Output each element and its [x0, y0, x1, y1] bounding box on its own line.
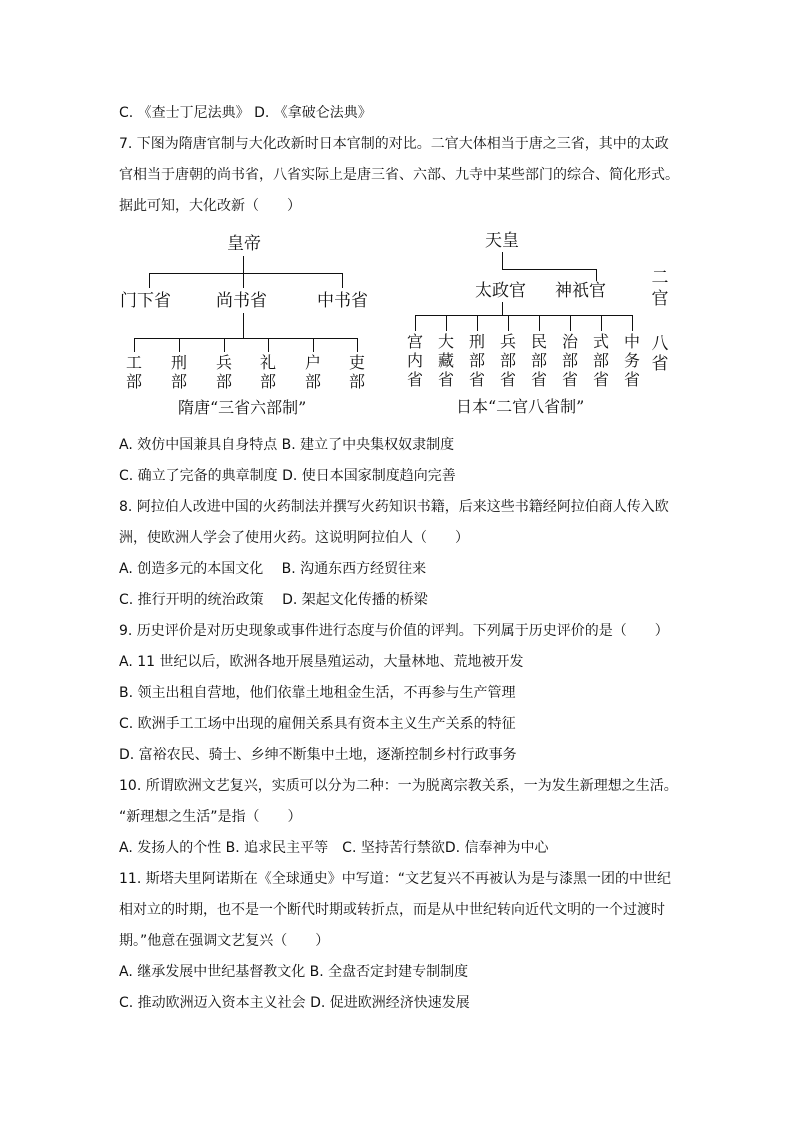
- question-11-stem-line2: 相对立的时期，也不是一个断代时期或转折点，而是从中世纪转向近代文明的一个过渡时: [119, 902, 665, 918]
- option-q9-a: A. 11 世纪以后，欧洲各地开展垦殖运动，大量林地、荒地被开发: [119, 654, 524, 670]
- option-q9-c: C. 欧洲手工工场中出现的雇佣关系具有资本主义生产关系的特征: [119, 716, 516, 732]
- options-q7-ab: A. 效仿中国兼具自身特点 B. 建立了中央集权奴隶制度: [119, 437, 455, 453]
- connector-line: [224, 338, 225, 352]
- connector-line: [342, 273, 343, 288]
- options-q7-cd: C. 确立了完备的典章制度 D. 使日本国家制度趋向完善: [119, 468, 456, 484]
- bu-gong: 工部: [125, 353, 142, 391]
- connector-line: [134, 338, 135, 352]
- connector-line: [415, 315, 416, 331]
- bu-li-personnel: 吏部: [348, 353, 365, 391]
- connector-line: [502, 302, 503, 315]
- sheng-menxia: 门下省: [120, 291, 171, 311]
- sheng-shangshu: 尚书省: [216, 291, 267, 311]
- connector-line: [179, 338, 180, 352]
- sheng-okura: 大藏省: [437, 332, 454, 389]
- question-8-stem-line1: 8. 阿拉伯人改进中国的火药制法并撰写火药知识书籍，后来这些书籍经阿拉伯商人传入欧: [119, 499, 669, 515]
- connector-line: [601, 315, 602, 331]
- connector-line: [134, 338, 358, 339]
- connector-line: [570, 315, 571, 331]
- question-10-stem-line2: “新理想之生活”是指（ ）: [119, 809, 302, 825]
- diagram-emperor: 皇帝: [227, 234, 261, 254]
- connector-line: [313, 338, 314, 352]
- question-9-stem: 9. 历史评价是对历史现象或事件进行态度与价值的评判。下列属于历史评价的是（ ）: [119, 623, 669, 639]
- erguan-label: 二官: [651, 268, 669, 309]
- sheng-minbu: 民部省: [530, 332, 547, 389]
- question-10-stem-line1: 10. 所谓欧洲文艺复兴，实质可以分为二种：一为脱离宗教关系，一为发生新理想之生活。: [119, 778, 678, 794]
- sheng-hyobu: 兵部省: [499, 332, 516, 389]
- connector-line: [596, 269, 597, 281]
- connector-line: [149, 273, 343, 274]
- option-q9-d: D. 富裕农民、骑士、乡绅不断集中土地，逐渐控制乡村行政事务: [119, 747, 517, 763]
- question-11-stem-line1: 11. 斯塔夫里阿诺斯在《全球通史》中写道：“文艺复兴不再被认为是与漆黑一团的中世纪: [119, 871, 671, 887]
- options-q10: A. 发扬人的个性 B. 追求民主平等 C. 坚持苦行禁欲D. 信奉神为中心: [119, 840, 549, 856]
- connector-line: [508, 315, 509, 331]
- connector-line: [477, 315, 478, 331]
- options-q6-cd: C. 《查士丁尼法典》 D. 《拿破仑法典》: [119, 105, 372, 121]
- question-8-stem-line2: 洲，使欧洲人学会了使用火药。这说明阿拉伯人（ ）: [119, 530, 469, 546]
- diagram-tenno: 天皇: [485, 231, 519, 251]
- sui-tang-caption: 隋唐“三省六部制”: [178, 398, 307, 417]
- connector-line: [539, 315, 540, 331]
- question-7-stem-line2: 官相当于唐朝的尚书省，八省实际上是唐三省、六部、九寺中某些部门的综合、简化形式。: [119, 167, 679, 183]
- sheng-kunai: 宫内省: [406, 332, 423, 389]
- connector-line: [268, 338, 269, 352]
- bu-li: 礼部: [259, 353, 276, 391]
- connector-line: [243, 313, 244, 338]
- connector-line: [446, 315, 447, 331]
- japan-caption: 日本“二官八省制”: [456, 397, 585, 416]
- connector-line: [243, 256, 244, 273]
- sheng-nakatsukasa: 中务省: [623, 332, 640, 389]
- options-q8-cd: C. 推行开明的统治政策 D. 架起文化传播的桥梁: [119, 592, 428, 608]
- guan-jingikan: 神祇官: [555, 281, 606, 301]
- connector-line: [243, 273, 244, 288]
- sheng-jibu: 治部省: [561, 332, 578, 389]
- bu-xing: 刑部: [170, 353, 187, 391]
- question-7-stem-line3: 据此可知，大化改新（ ）: [119, 198, 301, 214]
- options-q11-ab: A. 继承发展中世纪基督教文化 B. 全盘否定封建专制制度: [119, 964, 469, 980]
- question-7-stem-line1: 7. 下图为隋唐官制与大化改新时日本官制的对比。二官大体相当于唐之三省，其中的太政: [119, 136, 669, 152]
- connector-line: [502, 269, 597, 270]
- option-q9-b: B. 领主出租自营地，他们依靠土地租金生活，不再参与生产管理: [119, 685, 516, 701]
- bu-hu: 户部: [304, 353, 321, 391]
- options-q11-cd: C. 推动欧洲迈入资本主义社会 D. 促进欧洲经济快速发展: [119, 995, 470, 1011]
- sheng-zhongshu: 中书省: [317, 291, 368, 311]
- connector-line: [632, 315, 633, 331]
- connector-line: [357, 338, 358, 352]
- sheng-shikibu: 式部省: [592, 332, 609, 389]
- baxing-label: 八省: [651, 334, 669, 374]
- options-q8-ab: A. 创造多元的本国文化 B. 沟通东西方经贸往来: [119, 561, 427, 577]
- guan-daijokan: 太政官: [475, 281, 526, 301]
- connector-line: [149, 273, 150, 288]
- question-11-stem-line3: 期。”他意在强调文艺复兴（ ）: [119, 933, 330, 949]
- sheng-gyobu: 刑部省: [468, 332, 485, 389]
- connector-line: [502, 252, 503, 270]
- bu-bing: 兵部: [215, 353, 232, 391]
